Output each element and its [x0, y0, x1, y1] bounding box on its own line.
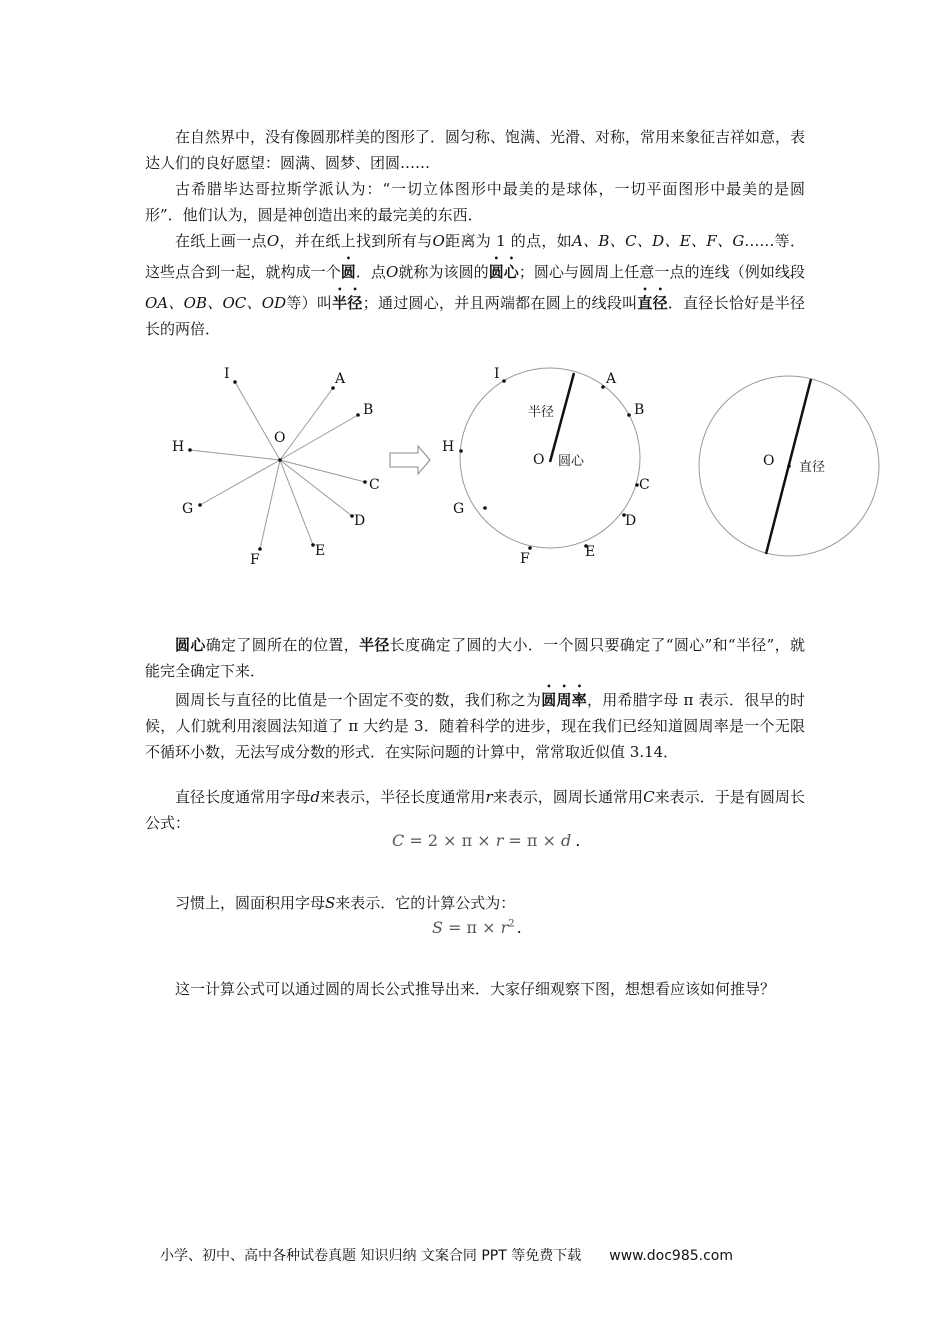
formula-period: . [575, 831, 581, 850]
point-label-b: B [363, 402, 374, 418]
var-r: r [495, 831, 504, 850]
paragraph-center-radius [145, 632, 805, 684]
segment-list: OA、OB、OC、OD [145, 294, 287, 312]
term-radius: 半径 [359, 636, 390, 654]
paragraph-derivation: 这一计算公式可以通过圆的周长公式推导出来．大家仔细观察下图，想想看应该如何推导？ [175, 980, 776, 998]
var-o: O [432, 232, 445, 250]
segment-ob [280, 415, 358, 460]
segment-og [200, 460, 280, 505]
text: 在纸上画一点 [175, 232, 267, 250]
point-label-o: O [533, 452, 545, 468]
point-label-c: C [639, 477, 650, 493]
term-center: 圆心 [175, 636, 206, 654]
segment-of [260, 460, 280, 549]
text: 长度确定了圆的大小．一个圆只要确定了“圆心”和“半径”，就能完全确定下来． [145, 636, 805, 680]
term-circle: 圆 [340, 263, 356, 281]
point-label-e: E [315, 543, 326, 559]
formula-text: = π × [503, 831, 562, 850]
point-list: A、B、C、D、E、F、G [571, 232, 745, 250]
diameter-label: 直径 [799, 460, 826, 475]
text: 圆周长与直径的比值是一个固定不变的数，我们称之为 [175, 691, 542, 709]
term-pi: 圆周率 [541, 691, 587, 709]
paragraph-intro: 在自然界中，没有像圆那样美的图形了．圆匀称、饱满、光滑、对称，常用来象征吉祥如意，表达人们的良好愿望：圆满、圆梦、团圆…… [145, 128, 806, 172]
term-diameter: 直径 [637, 294, 668, 312]
text: 来表示．它的计算公式为： [335, 894, 516, 912]
paragraph-definitions [145, 228, 805, 342]
text: ．直径长恰好是半径长的两倍． [145, 294, 805, 338]
text: 来表示．于是有圆周长公式： [145, 788, 805, 832]
radius-label: 半径 [528, 405, 555, 420]
segment-oa [280, 388, 333, 460]
point-label-i: I [494, 366, 500, 382]
area-formula [432, 918, 522, 937]
text: 习惯上，圆面积用字母 [175, 894, 326, 912]
var-s: S [432, 918, 443, 937]
footer-url[interactable]: www.doc985.com [609, 1248, 733, 1264]
var-r: r [500, 918, 509, 937]
paragraph-pi [145, 682, 805, 765]
exponent: 2 [508, 918, 515, 930]
footer-text: 小学、初中、高中各种试卷真题 知识归纳 文案合同 PPT 等免费下载 [160, 1248, 582, 1264]
term-center: 圆心 [488, 263, 519, 281]
text: 等）叫 [286, 294, 333, 312]
point-label-g: G [182, 501, 194, 517]
text: 来表示，圆周长通常用 [492, 788, 644, 806]
var-s: S [325, 894, 336, 912]
text: 距离为 1 的点，如 [444, 232, 572, 250]
text: ……等．这些点合到一起，就构成一个 [145, 232, 805, 281]
point-label-a: A [335, 371, 346, 387]
formula-text: = 2 × π × [404, 831, 496, 850]
text: ．点 [355, 263, 386, 281]
segment-oi [235, 382, 280, 460]
var-o: O [266, 232, 280, 250]
segment-oh [190, 450, 280, 460]
text: ，并在纸上找到所有与 [279, 232, 433, 250]
circumference-formula [392, 831, 580, 850]
point-label-d: D [354, 513, 366, 529]
text: 确定了圆所在的位置， [205, 636, 360, 654]
point-label-f: F [250, 552, 260, 568]
text: ；通过圆心，并且两端都在圆上的线段叫 [362, 294, 638, 312]
term-radius: 半径 [332, 294, 363, 312]
point-label-e: E [585, 544, 596, 560]
var-d: d [310, 788, 320, 806]
text: 就称为该圆的 [398, 263, 489, 281]
var-c: C [643, 788, 655, 806]
point-label-b: B [634, 402, 645, 418]
text: 来表示，半径长度通常用 [319, 788, 486, 806]
point-label-o: O [274, 430, 286, 446]
point-label-f: F [520, 551, 530, 567]
var-d: d [561, 831, 572, 850]
point-label-d: D [625, 513, 637, 529]
point-label-o: O [763, 453, 775, 469]
text: 直径长度通常用字母 [175, 788, 311, 806]
arrow-right-icon [390, 446, 430, 474]
var-c: C [392, 831, 405, 850]
footer [160, 1245, 733, 1265]
points-and-segments-diagram [190, 382, 365, 549]
paragraph-area [145, 890, 805, 916]
point-label-h: H [172, 439, 185, 455]
point-label-i: I [224, 366, 230, 382]
text: ；圆心与圆周上任意一点的连线（例如线段 [518, 263, 805, 281]
formula-period: . [516, 918, 522, 937]
point-label-a: A [606, 371, 617, 387]
point-label-h: H [442, 439, 455, 455]
segment-oc [280, 460, 365, 482]
center-label: 圆心 [558, 454, 585, 469]
text: ，用希腊字母 π 表示．很早的时候，人们就利用滚圆法知道了 π 大约是 3．随着科学的进步，现在我们已经知道圆周率是一个无限不循环小数，无法写成分数的形式．在实际问题的计算中，常常取近似值 3.14． [145, 691, 805, 761]
point-label-g: G [453, 501, 465, 517]
paragraph-pythagoras: 古希腊毕达哥拉斯学派认为：“一切立体图形中最美的是球体，一切平面图形中最美的是圆形”．他们认为，圆是神创造出来的最完美的东西． [145, 180, 805, 224]
circle-figure [0, 350, 950, 580]
paragraph-notation [145, 784, 805, 836]
var-r: r [485, 788, 493, 806]
point-label-c: C [369, 477, 380, 493]
formula-text: = π × [442, 918, 501, 937]
var-o: O [385, 263, 399, 281]
